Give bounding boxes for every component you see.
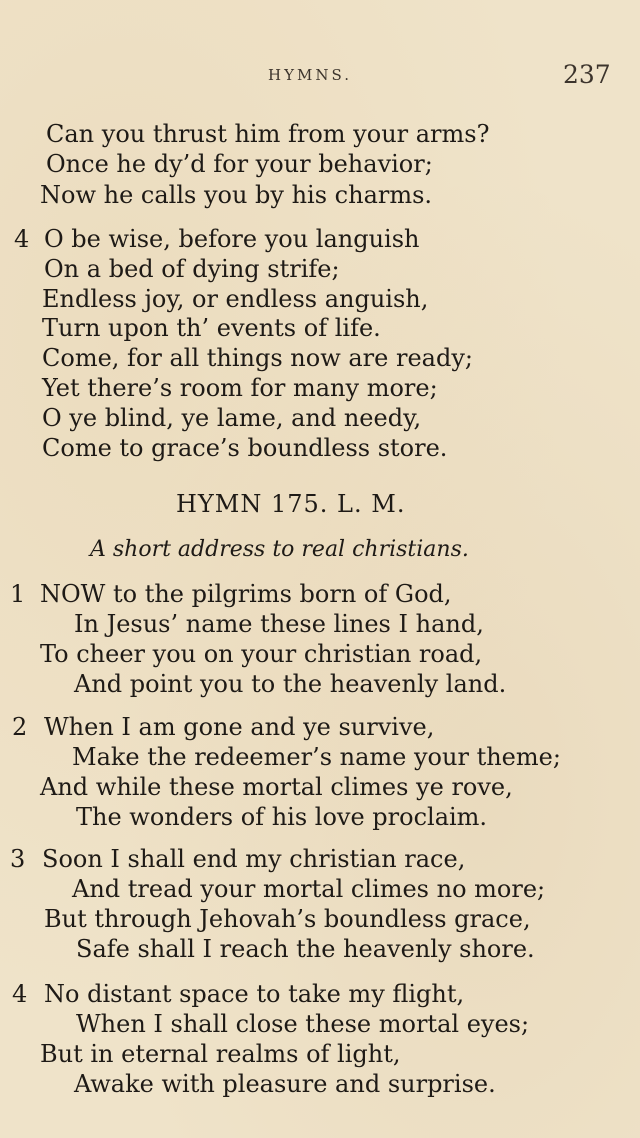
verse-line: And point you to the heavenly land.	[74, 670, 507, 698]
verse-line: NOW to the pilgrims born of God,	[40, 580, 452, 608]
verse-line: Soon I shall end my christian race,	[42, 845, 466, 873]
verse-line: O be wise, before you languish	[44, 225, 420, 253]
verse-line: And while these mortal climes ye rove,	[40, 773, 513, 801]
verse-line: Now he calls you by his charms.	[40, 181, 433, 209]
verse-line: Safe shall I reach the heavenly shore.	[76, 935, 535, 963]
verse-line: The wonders of his love proclaim.	[76, 803, 488, 831]
verse-number: 4	[12, 980, 28, 1008]
verse-line: No distant space to take my flight,	[44, 980, 465, 1008]
verse-line: Awake with pleasure and surprise.	[74, 1070, 496, 1098]
verse-line: To cheer you on your christian road,	[40, 640, 483, 668]
verse-line: Come, for all things now are ready;	[42, 344, 473, 372]
verse-line: Make the redeemer’s name your theme;	[72, 743, 561, 771]
verse-line: In Jesus’ name these lines I hand,	[74, 610, 484, 638]
verse-line: Yet there’s room for many more;	[42, 374, 438, 402]
verse-number: 2	[12, 713, 28, 741]
verse-line: Can you thrust him from your arms?	[46, 120, 490, 148]
verse-line: Endless joy, or endless anguish,	[42, 285, 429, 313]
verse-line: But in eternal realms of light,	[40, 1040, 401, 1068]
verse-line: And tread your mortal climes no more;	[72, 875, 546, 903]
hymn-subtitle: A short address to real christians.	[90, 537, 469, 562]
verse-line: When I am gone and ye survive,	[44, 713, 435, 741]
verse-line: Turn upon th’ events of life.	[42, 314, 381, 342]
page-number: 237	[563, 60, 611, 89]
verse-number: 1	[10, 580, 26, 608]
verse-line: But through Jehovah’s boundless grace,	[44, 905, 531, 933]
hymn-title: HYMN 175. L. M.	[176, 490, 406, 518]
verse-line: Come to grace’s boundless store.	[42, 434, 448, 462]
verse-line: O ye blind, ye lame, and needy,	[42, 404, 422, 432]
verse-number: 4	[14, 225, 30, 253]
verse-line: Once he dy’d for your behavior;	[46, 150, 433, 178]
running-title: HYMNS.	[268, 66, 352, 84]
verse-line: When I shall close these mortal eyes;	[76, 1010, 530, 1038]
verse-line: On a bed of dying strife;	[44, 255, 340, 283]
verse-number: 3	[10, 845, 26, 873]
